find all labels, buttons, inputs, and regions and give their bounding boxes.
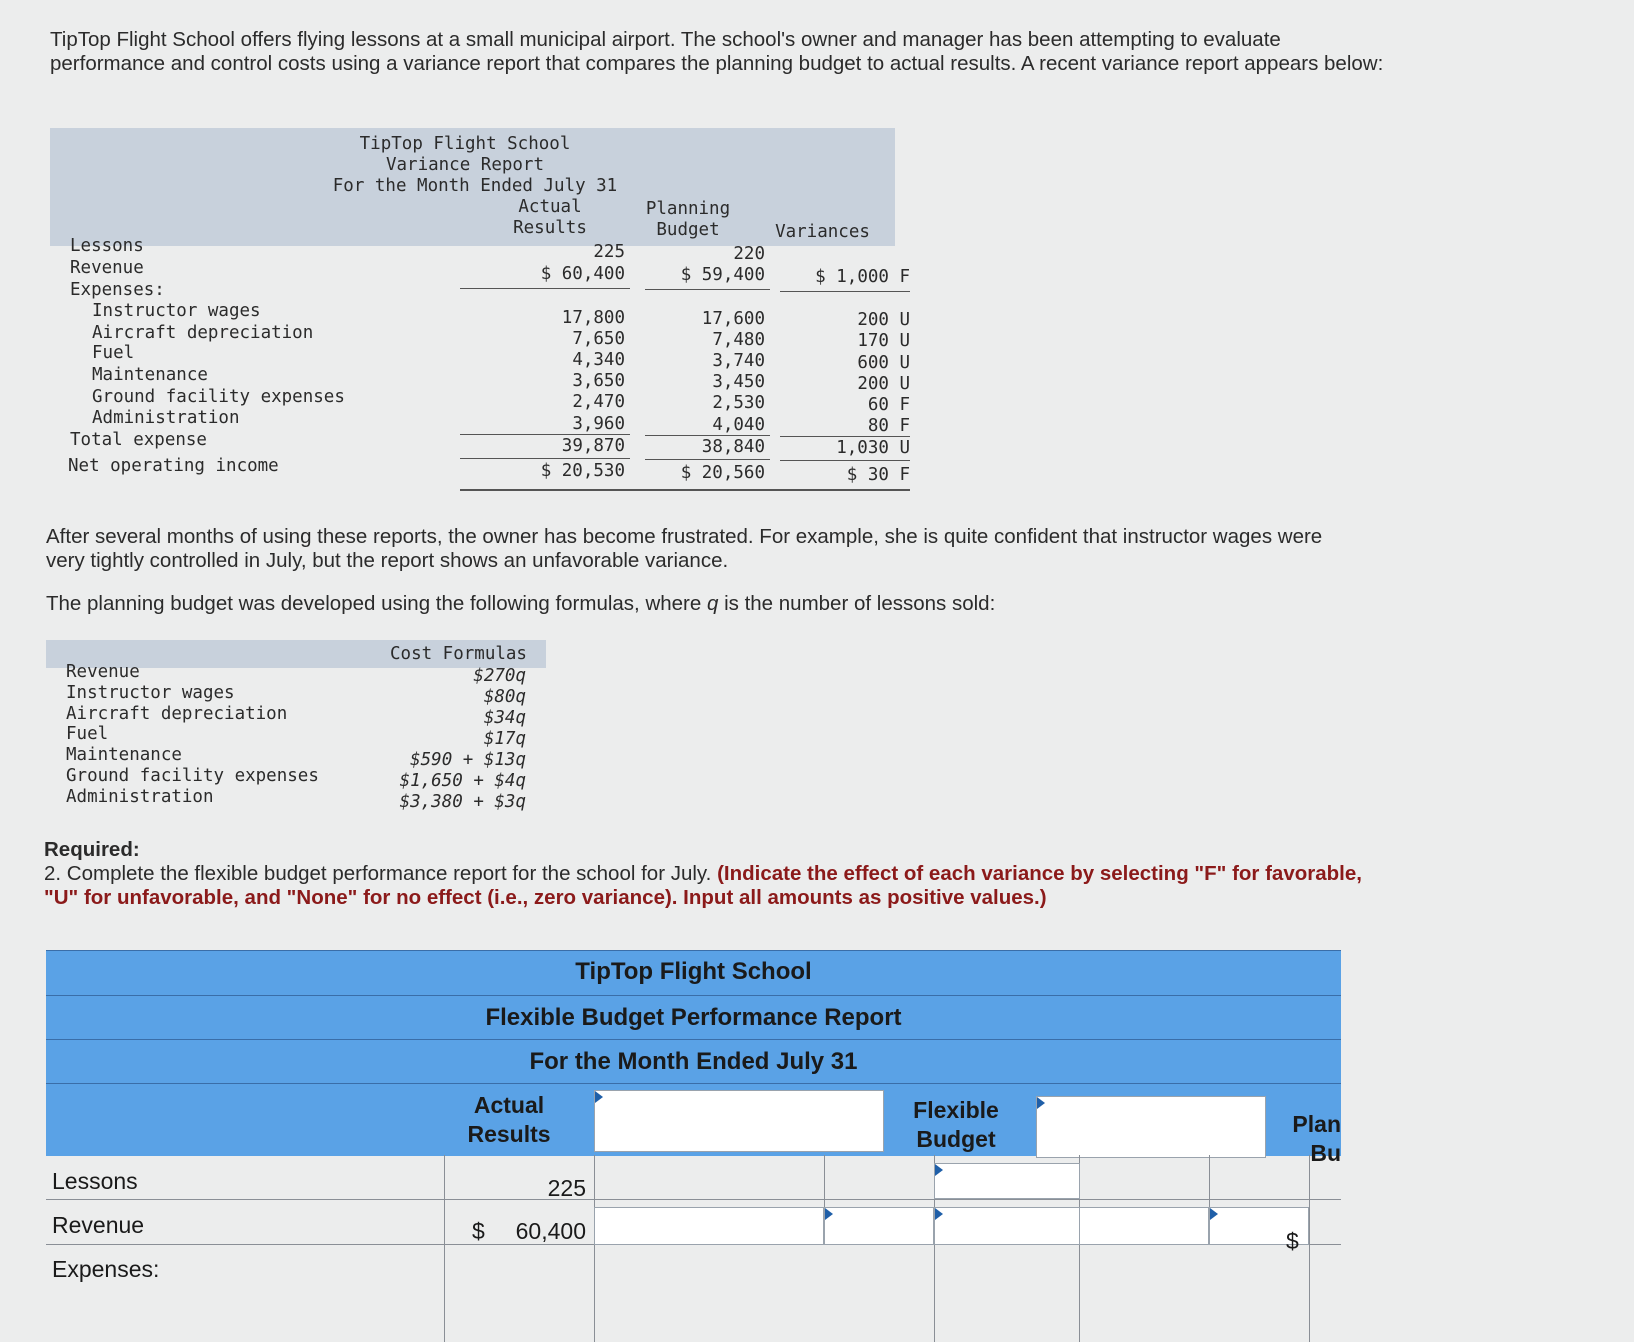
variance-report-title: TipTop Flight School — [359, 134, 571, 154]
formula-value: $590 + $13q — [410, 750, 526, 770]
row-planning: $ 59,400 — [680, 265, 765, 285]
intro-paragraph: TipTop Flight School offers flying lessons at a small municipal airport. The school's owner and manager has been attempting to evaluate performance and control costs using a variance report that compares the planning budget to actual results. A recent variance report appears below: — [50, 28, 1384, 75]
formula-label: Maintenance — [66, 745, 182, 765]
col-planning-line2: Budget — [656, 220, 720, 240]
variance-report-period: For the Month Ended July 31 — [332, 176, 618, 196]
lessons-flexible-input[interactable] — [934, 1163, 1080, 1199]
row-variance: 1,030 U — [836, 438, 910, 458]
dropdown-marker-icon — [935, 1208, 943, 1220]
col-actual-line2: Results — [467, 1121, 551, 1147]
row-variance: 200 U — [857, 374, 910, 394]
col-flexible-budget — [886, 1096, 1026, 1154]
frustration-paragraph: After several months of using these reports, the owner has become frustrated. For example, she is quite confident that instructor wages were very tightly controlled in July, but the report shows an unfavorable variance. — [46, 525, 1323, 572]
col-actual-line1: Actual — [473, 1092, 545, 1118]
row-planning: 4,040 — [712, 415, 765, 435]
row-actual: 4,340 — [572, 350, 625, 370]
row-label: Aircraft depreciation — [92, 323, 314, 343]
formula-intro-post: is the number of lessons sold: — [718, 592, 996, 615]
row-variance: 200 U — [857, 310, 910, 330]
col-planning-line1: Plan — [1292, 1111, 1341, 1137]
row-actual: 17,800 — [561, 308, 625, 328]
report-title: TipTop Flight School — [575, 958, 812, 985]
row-label: Revenue — [70, 258, 144, 278]
row-expenses-label: Expenses: — [52, 1256, 160, 1282]
formula-intro-pre: The planning budget was developed using the following formulas, where — [46, 592, 707, 615]
row-label: Expenses: — [70, 280, 165, 300]
revenue-input-4[interactable] — [1079, 1207, 1209, 1245]
header-input-cell-1[interactable] — [594, 1090, 884, 1152]
col-planning-budget — [1281, 1110, 1341, 1168]
col-flexible-line2: Budget — [916, 1126, 996, 1152]
row-label: Fuel — [92, 343, 135, 363]
row-actual: $ 20,530 — [540, 461, 625, 481]
formula-value: $270q — [473, 666, 526, 686]
col-planning-line2: Bu — [1310, 1140, 1341, 1166]
formula-value: $34q — [483, 708, 526, 728]
header-input-cell-2[interactable] — [1036, 1096, 1266, 1158]
cost-formulas-header: Cost Formulas — [386, 644, 531, 664]
row-planning: 38,840 — [701, 437, 765, 457]
formula-value: $1,650 + $4q — [399, 771, 526, 791]
variance-report — [50, 128, 910, 500]
lessons-actual: 225 — [547, 1175, 586, 1201]
row-lessons-label: Lessons — [52, 1168, 138, 1194]
row-variance: 170 U — [857, 331, 910, 351]
row-label: Lessons — [70, 236, 144, 256]
row-variance: 60 F — [867, 395, 910, 415]
row-actual: 225 — [593, 242, 625, 262]
formula-intro-q: q — [706, 592, 719, 615]
formula-intro — [46, 592, 1246, 616]
row-actual: $ 60,400 — [540, 264, 625, 284]
row-label: Total expense — [70, 430, 207, 450]
planning-dollar-sign: $ — [1286, 1228, 1299, 1254]
dropdown-marker-icon — [825, 1208, 833, 1220]
variance-report-subtitle: Variance Report — [385, 155, 545, 175]
col-planning-line1: Planning — [645, 199, 731, 219]
required-section — [44, 838, 1364, 910]
row-variance: 600 U — [857, 353, 910, 373]
row-variance: $ 1,000 F — [815, 267, 910, 287]
row-variance: 80 F — [867, 416, 910, 436]
formula-label: Instructor wages — [66, 683, 235, 703]
report-period: For the Month Ended July 31 — [529, 1048, 858, 1075]
required-instructions: (Indicate the effect of each variance by selecting "F" for favorable, "U" for unfavorable, and "None" for no effect (i.e., zero variance). Input all amounts as positive values.) — [44, 862, 1362, 909]
dropdown-marker-icon — [595, 1091, 603, 1103]
formula-value: $80q — [483, 687, 526, 707]
col-flexible-line1: Flexible — [913, 1097, 999, 1123]
row-label: Maintenance — [92, 365, 208, 385]
row-planning: $ 20,560 — [680, 463, 765, 483]
row-label: Net operating income — [68, 456, 279, 476]
row-planning: 17,600 — [701, 309, 765, 329]
row-actual: 7,650 — [572, 329, 625, 349]
row-actual: 3,650 — [572, 371, 625, 391]
revenue-input-2[interactable] — [824, 1207, 934, 1245]
row-revenue-label: Revenue — [52, 1212, 145, 1238]
col-actual-line2: Results — [513, 218, 587, 238]
row-planning: 7,480 — [712, 330, 765, 350]
row-actual: 39,870 — [561, 436, 625, 456]
formula-label: Revenue — [66, 662, 140, 682]
revenue-dollar-sign: $ — [472, 1218, 485, 1244]
formula-value: $17q — [483, 729, 526, 749]
formula-label: Aircraft depreciation — [66, 704, 288, 724]
row-label: Instructor wages — [92, 301, 261, 321]
row-label: Administration — [92, 408, 240, 428]
row-planning: 3,740 — [712, 351, 765, 371]
revenue-input-1[interactable] — [594, 1207, 824, 1245]
revenue-actual: 60,400 — [515, 1218, 586, 1244]
formula-value: $3,380 + $3q — [399, 792, 526, 812]
report-subtitle: Flexible Budget Performance Report — [485, 1004, 902, 1031]
row-variance: $ 30 F — [846, 465, 910, 485]
revenue-flexible-input[interactable] — [934, 1207, 1080, 1245]
col-actual-line1: Actual — [518, 197, 582, 217]
formula-label: Administration — [66, 787, 214, 807]
dropdown-marker-icon — [935, 1164, 943, 1176]
cost-formulas-table — [46, 640, 556, 825]
dropdown-marker-icon — [1037, 1097, 1045, 1109]
required-heading: Required: — [44, 838, 140, 861]
row-label: Ground facility expenses — [92, 387, 345, 407]
col-variances: Variances — [775, 222, 870, 242]
formula-label: Fuel — [66, 724, 109, 744]
formula-label: Ground facility expenses — [66, 766, 319, 786]
flexible-budget-report — [46, 950, 1341, 1342]
row-actual: 2,470 — [572, 392, 625, 412]
col-actual-results — [444, 1091, 574, 1149]
row-planning: 220 — [733, 244, 765, 264]
dropdown-marker-icon — [1210, 1208, 1218, 1220]
row-planning: 3,450 — [712, 372, 765, 392]
row-actual: 3,960 — [572, 414, 625, 434]
row-planning: 2,530 — [712, 393, 765, 413]
required-text: 2. Complete the flexible budget performance report for the school for July. — [44, 862, 718, 885]
